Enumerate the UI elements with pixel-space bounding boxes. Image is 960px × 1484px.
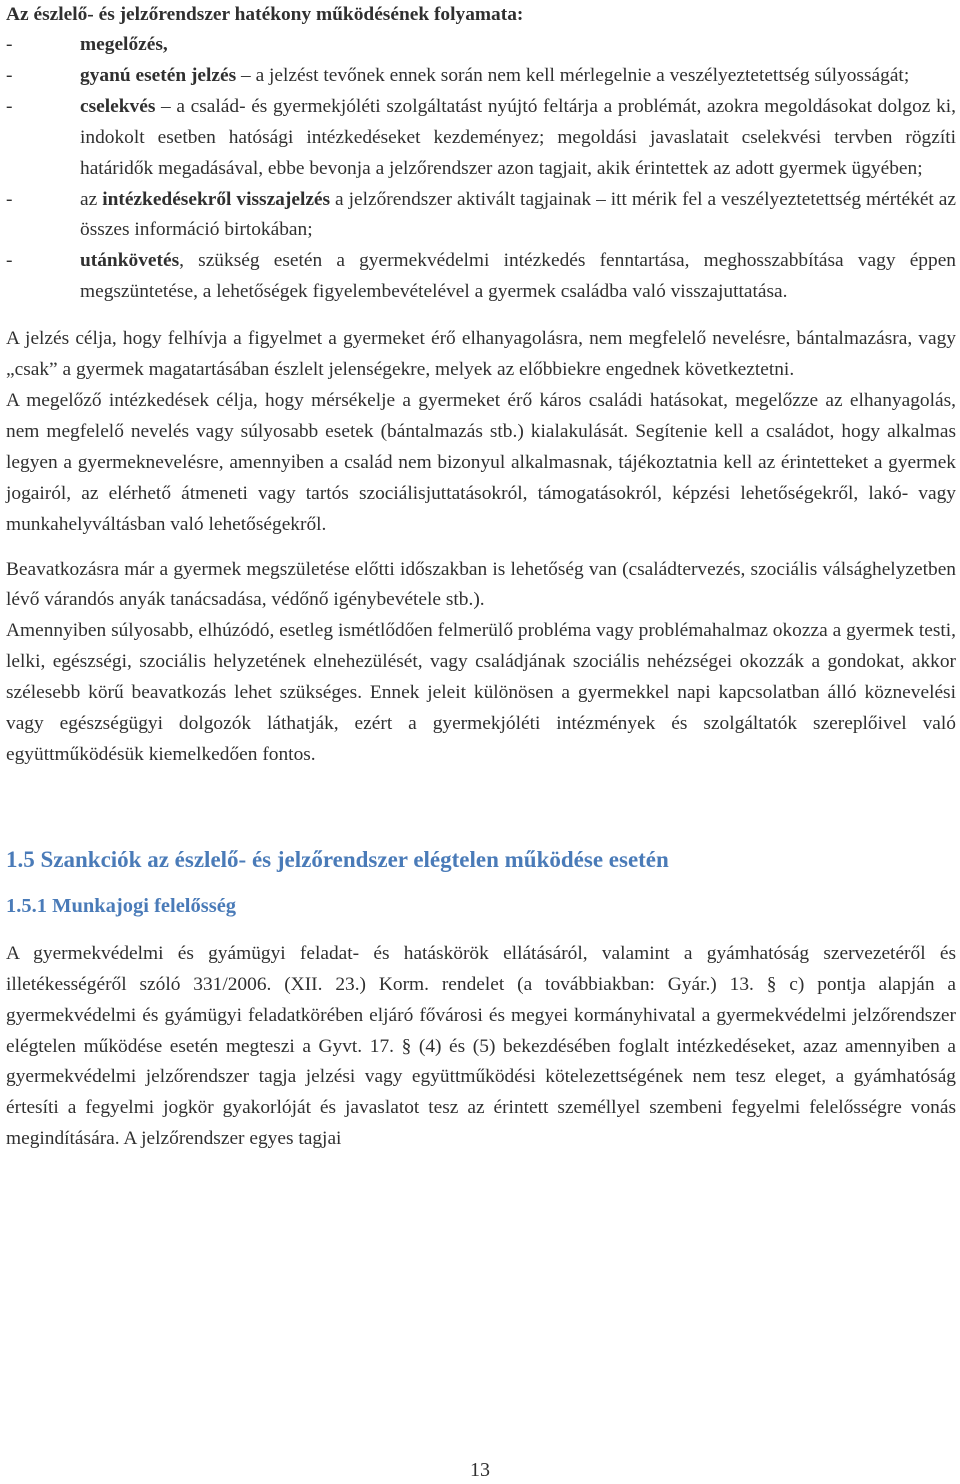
dash-bullet: - [6,34,13,55]
list-item-keyword: intézkedésekről visszajelzés [102,188,331,210]
dash-bullet: - [6,250,13,272]
paragraph-prevention-purpose: A megelőző intézkedések célja, hogy mérsékelje a gyermeket érő káros családi hatásokat, megelőzze az elhanyagolás, nem megfelelő nevelés vagy súlyosabb esetek (bántalmazás stb.) kialakulását. Segítenie kell a családot, hogy alkalmas legyen a gyermeknevelésre, amennyiben a család nem bizonyul alkalmasnak, tájékoztatnia kell az érintetteket a gyermek jogairól, az elérhető átmeneti vagy tartós szociálisjuttatásokról, támogatásokról, képzési lehetőségekről, lakó- vagy munkahelyváltásban való lehetőségekről. [6,389,956,535]
paragraph-labor-liability: A gyermekvédelmi és gyámügyi feladat- és hatáskörök ellátásáról, valamint a gyámhatóság szervezetéről és illetékességéről szóló 331/2006. (XII. 23.) Korm. rendelet (a továbbiakban: Gyár.) 13. § c) pontja alapján a gyermekvédelmi és gyámügyi feladatkörében eljáró fővárosi és megyei kormányhivatal a gyermekvédelmi jelzőrendszer elégtelen működése esetén megteszi a Gyvt. 17. § (4) és (5) bekezdésében foglalt intézkedéseket, azaz amennyiben a gyermekvédelmi jelzőrendszer tagja jelzési vagy együttműködési kötelezettségének nem tesz eleget, a gyámhatóság értesíti a fegyelmi jogkör gyakorlóját és javaslatot tesz az érintett személlyel szembeni fegyelmi felelősségre vonás megindítására. A jelzőrendszer egyes tagjai [6,942,956,1150]
list-item-prefix: az [80,188,103,210]
list-item-text: , szükség esetén a gyermekvédelmi intézkedés fenntartása, meghosszabbítása vagy éppen megszüntetése, a lehetőségek figyelembevételével a gyermek családba való visszajuttatása. [80,250,956,303]
heading-section-1-5-1: 1.5.1 Munkajogi felelősség [6,894,237,917]
document-page [6,0,956,1155]
page-number: 13 [470,1459,490,1481]
paragraph-severe-cases: Amennyiben súlyosabb, elhúzódó, esetleg ismétlődően felmerülő probléma vagy problémahalmaz okozza a gyermek testi, lelki, egészségi, szociális helyzetének elnehezülését, vagy családjának szociális nehézségei okozzák a gondokat, akkor szélesebb körű beavatkozás lehet szükséges. Ennek jeleit különösen a gyermekkel napi kapcsolatban álló köznevelési vagy egészségügyi dolgozók láthatják, ezért a gyermekjóléti intézmények és szolgáltatók szereplőivel való együttműködésük kiemelkedően fontos. [6,620,956,765]
list-item-keyword: gyanú esetén jelzés [80,64,237,86]
list-item-text: – a család- és gyermekjóléti szolgáltatást nyújtó feltárja a problémát, azokra megoldásokat dolgoz ki, indokolt esetben hatósági intézkedéseket kezdeményez; megoldási javaslatait cselekvési tervben rögzíti határidők megadásával, ebbe bevonja a jelzőrendszer azon tagjait, akik érintettek az adott gyermek ügyében; [80,95,956,179]
list-item-keyword: cselekvés [80,95,156,117]
list-item-text: – a jelzést tevőnek ennek során nem kell mérlegelnie a veszélyeztetettség súlyosságát; [236,64,910,86]
list-item [6,30,956,61]
list-item [6,246,956,308]
list-item-keyword: megelőzés, [80,34,168,55]
paragraph-intervention-timing: Beavatkozásra már a gyermek megszületése előtti időszakban is lehetőség van (családtervezés, szociális válsághelyzetben lévő várandós anyák tanácsadása, védőnő igénybevétele stb.). [6,558,956,611]
heading-section-1-5: 1.5 Szankciók az észlelő- és jelzőrendszer elégtelen működése esetén [6,846,669,872]
list-item [6,185,956,247]
list-item [6,61,956,92]
dash-bullet: - [6,188,13,210]
paragraph-signal-purpose: A jelzés célja, hogy felhívja a figyelmet a gyermeket érő elhanyagolásra, nem megfelelő nevelésre, bántalmazásra, vagy „csak” a gyermek magatartásában észlelt jelenségekre, melyek az előbbiekre engednek következtetni. [6,328,956,381]
list-item-keyword: utánkövetés [80,250,180,272]
dash-bullet: - [6,95,13,117]
process-list [6,30,956,308]
list-item [6,92,956,185]
dash-bullet: - [6,64,13,86]
list-item-text: a jelzőrendszer aktivált tagjainak – itt mérik fel a veszélyeztetettség mértékét az összes információ birtokában; [80,188,956,241]
section-intro-title: Az észlelő- és jelzőrendszer hatékony működésének folyamata: [6,4,524,25]
